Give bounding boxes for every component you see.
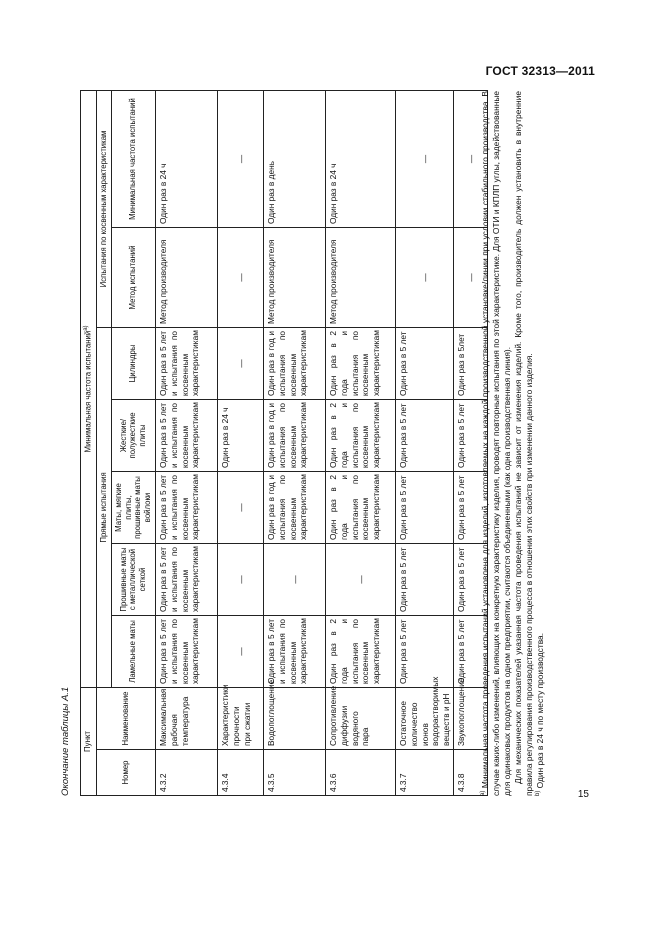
header-name: Наименование	[96, 687, 156, 749]
cell-lamella: Один раз в 5 лет	[396, 615, 454, 687]
cell-method: Метод производителя	[264, 227, 326, 327]
table-row	[156, 90, 218, 795]
cell-soft: Один раз в 5 лет	[396, 471, 454, 543]
row-number: 4.3.2	[156, 750, 218, 796]
table-row	[264, 90, 326, 795]
header-indirect-freq: Минимальная частота испытаний	[111, 90, 156, 227]
cell-method: Метод производителя	[326, 227, 396, 327]
cell-cylinders: Один раз в 5 лет и испытания по косвенным характеристикам	[156, 327, 218, 399]
rotated-content	[60, 90, 550, 810]
standard-code: ГОСТ 32313—2011	[485, 64, 595, 78]
cell-method: —	[396, 227, 454, 327]
header-direct: Прямые испытания	[96, 327, 111, 687]
table-caption: Окончание таблицы А.1	[60, 686, 71, 796]
row-name: Водопоглощение	[264, 687, 326, 749]
cell-rigid: Один раз в год и испытания по косвенным характеристикам	[264, 399, 326, 471]
cell-freq: —	[454, 90, 488, 227]
footnotes	[480, 91, 546, 796]
cell-rigid: Один раз в 24 ч	[218, 399, 264, 471]
header-item: Пункт	[81, 687, 97, 795]
header-min-freq: Минимальная частота испытаний$^{а)}$	[81, 90, 97, 687]
row-name: Сопротивление диффузии водяного пара	[326, 687, 396, 749]
footnote-a: $^{а)}$ Минимальная частота проведения испытаний установлена для изделий, изготовляемых на каждой производственной установке/линии при условии стабильного производства. В случае каких-либо изменений, влияющих на конкретную характеристику изделия, проводят повторные испытания по этой характеристике. Для ОТИ и КПЛП углы, задействованные для одинаковых продуктов на одном предприятии, считаются объединенными (как одна производственная линия).	[480, 91, 512, 796]
cell-stitched: —	[326, 543, 396, 615]
cell-lamella: Один раз в 5 лет и испытания по косвенным характеристикам	[156, 615, 218, 687]
page-number: 15	[577, 789, 589, 800]
row-number: 4.3.6	[326, 750, 396, 796]
cell-stitched: —	[218, 543, 264, 615]
cell-freq: —	[218, 90, 264, 227]
cell-method: —	[454, 227, 488, 327]
cell-soft: Один раз в год и испытания по косвенным характеристикам	[264, 471, 326, 543]
cell-cylinders: Один раз в 2 года и испытания по косвенным характеристикам	[326, 327, 396, 399]
cell-freq: Один раз в 24 ч	[326, 90, 396, 227]
row-number: 4.3.7	[396, 750, 454, 796]
cell-soft: Один раз в 2 года и испытания по косвенным характеристикам	[326, 471, 396, 543]
cell-stitched: Один раз в 5 лет и испытания по косвенным характеристикам	[156, 543, 218, 615]
table-row	[396, 90, 454, 795]
cell-freq: Один раз в 24 ч	[156, 90, 218, 227]
row-name: Максимальная рабочая температура	[156, 687, 218, 749]
cell-cylinders: —	[218, 327, 264, 399]
cell-soft: Один раз в 5 лет и испытания по косвенным характеристикам	[156, 471, 218, 543]
cell-rigid: Один раз в 2 года и испытания по косвенным характеристикам	[326, 399, 396, 471]
header-soft: Маты, мягкие плиты, прошивные маты войлоки	[111, 471, 156, 543]
cell-stitched: —	[264, 543, 326, 615]
header-lamella: Ламельные маты	[111, 615, 156, 687]
cell-rigid: Один раз в 5 лет	[454, 399, 488, 471]
table-row	[218, 90, 264, 795]
cell-cylinders: Один раз в 5лет	[454, 327, 488, 399]
row-number: 4.3.4	[218, 750, 264, 796]
header-stitched: Прошивные маты с металлической сеткой	[111, 543, 156, 615]
header-cylinders: Цилиндры	[111, 327, 156, 399]
cell-soft: —	[218, 471, 264, 543]
cell-method: Метод производителя	[156, 227, 218, 327]
footnote-mechanical: Для механических показателей указанная частота проведения испытаний не зависит от изменения изделий. Кроме того, производитель должен установить в внутренние правила регулирования производственного процесса в отношении этих свойств при изменении данного изделия.	[512, 91, 534, 796]
header-number: Номер	[96, 750, 156, 796]
cell-cylinders: Один раз в 5 лет	[396, 327, 454, 399]
row-name: Остаточное количество ионов водорастворимых веществ и рН	[396, 687, 454, 749]
table-row	[326, 90, 396, 795]
cell-lamella: Один раз в 2 года и испытания по косвенным характеристикам	[326, 615, 396, 687]
row-name: Характеристики прочности при сжатии	[218, 687, 264, 749]
cell-lamella: Один раз в 5 лет	[454, 615, 488, 687]
cell-stitched: Один раз в 5 лет	[454, 543, 488, 615]
header-rigid: Жесткие/ полужесткие плиты	[111, 399, 156, 471]
header-test-method: Метод испытаний	[111, 227, 156, 327]
footnote-b: $^{b)}$ Один раз в 24 ч по месту производства.	[534, 632, 545, 796]
cell-freq: Один раз в день	[264, 90, 326, 227]
cell-method: —	[218, 227, 264, 327]
cell-lamella: —	[218, 615, 264, 687]
row-number: 4.3.5	[264, 750, 326, 796]
cell-rigid: Один раз в 5 лет и испытания по косвенным характеристикам	[156, 399, 218, 471]
cell-rigid: Один раз в 5 лет	[396, 399, 454, 471]
cell-freq: —	[396, 90, 454, 227]
cell-stitched: Один раз в 5 лет	[396, 543, 454, 615]
test-frequency-table	[80, 90, 488, 796]
cell-cylinders: Один раз в год и испытания по косвенным характеристикам	[264, 327, 326, 399]
header-indirect: Испытания по косвенным характеристикам	[96, 90, 111, 327]
row-name: Звукопоглощение	[454, 687, 488, 749]
cell-lamella: Один раз в 5 лет и испытания по косвенным характеристикам	[264, 615, 326, 687]
cell-soft: Один раз в 5 лет	[454, 471, 488, 543]
row-number: 4.3.8	[454, 750, 488, 796]
